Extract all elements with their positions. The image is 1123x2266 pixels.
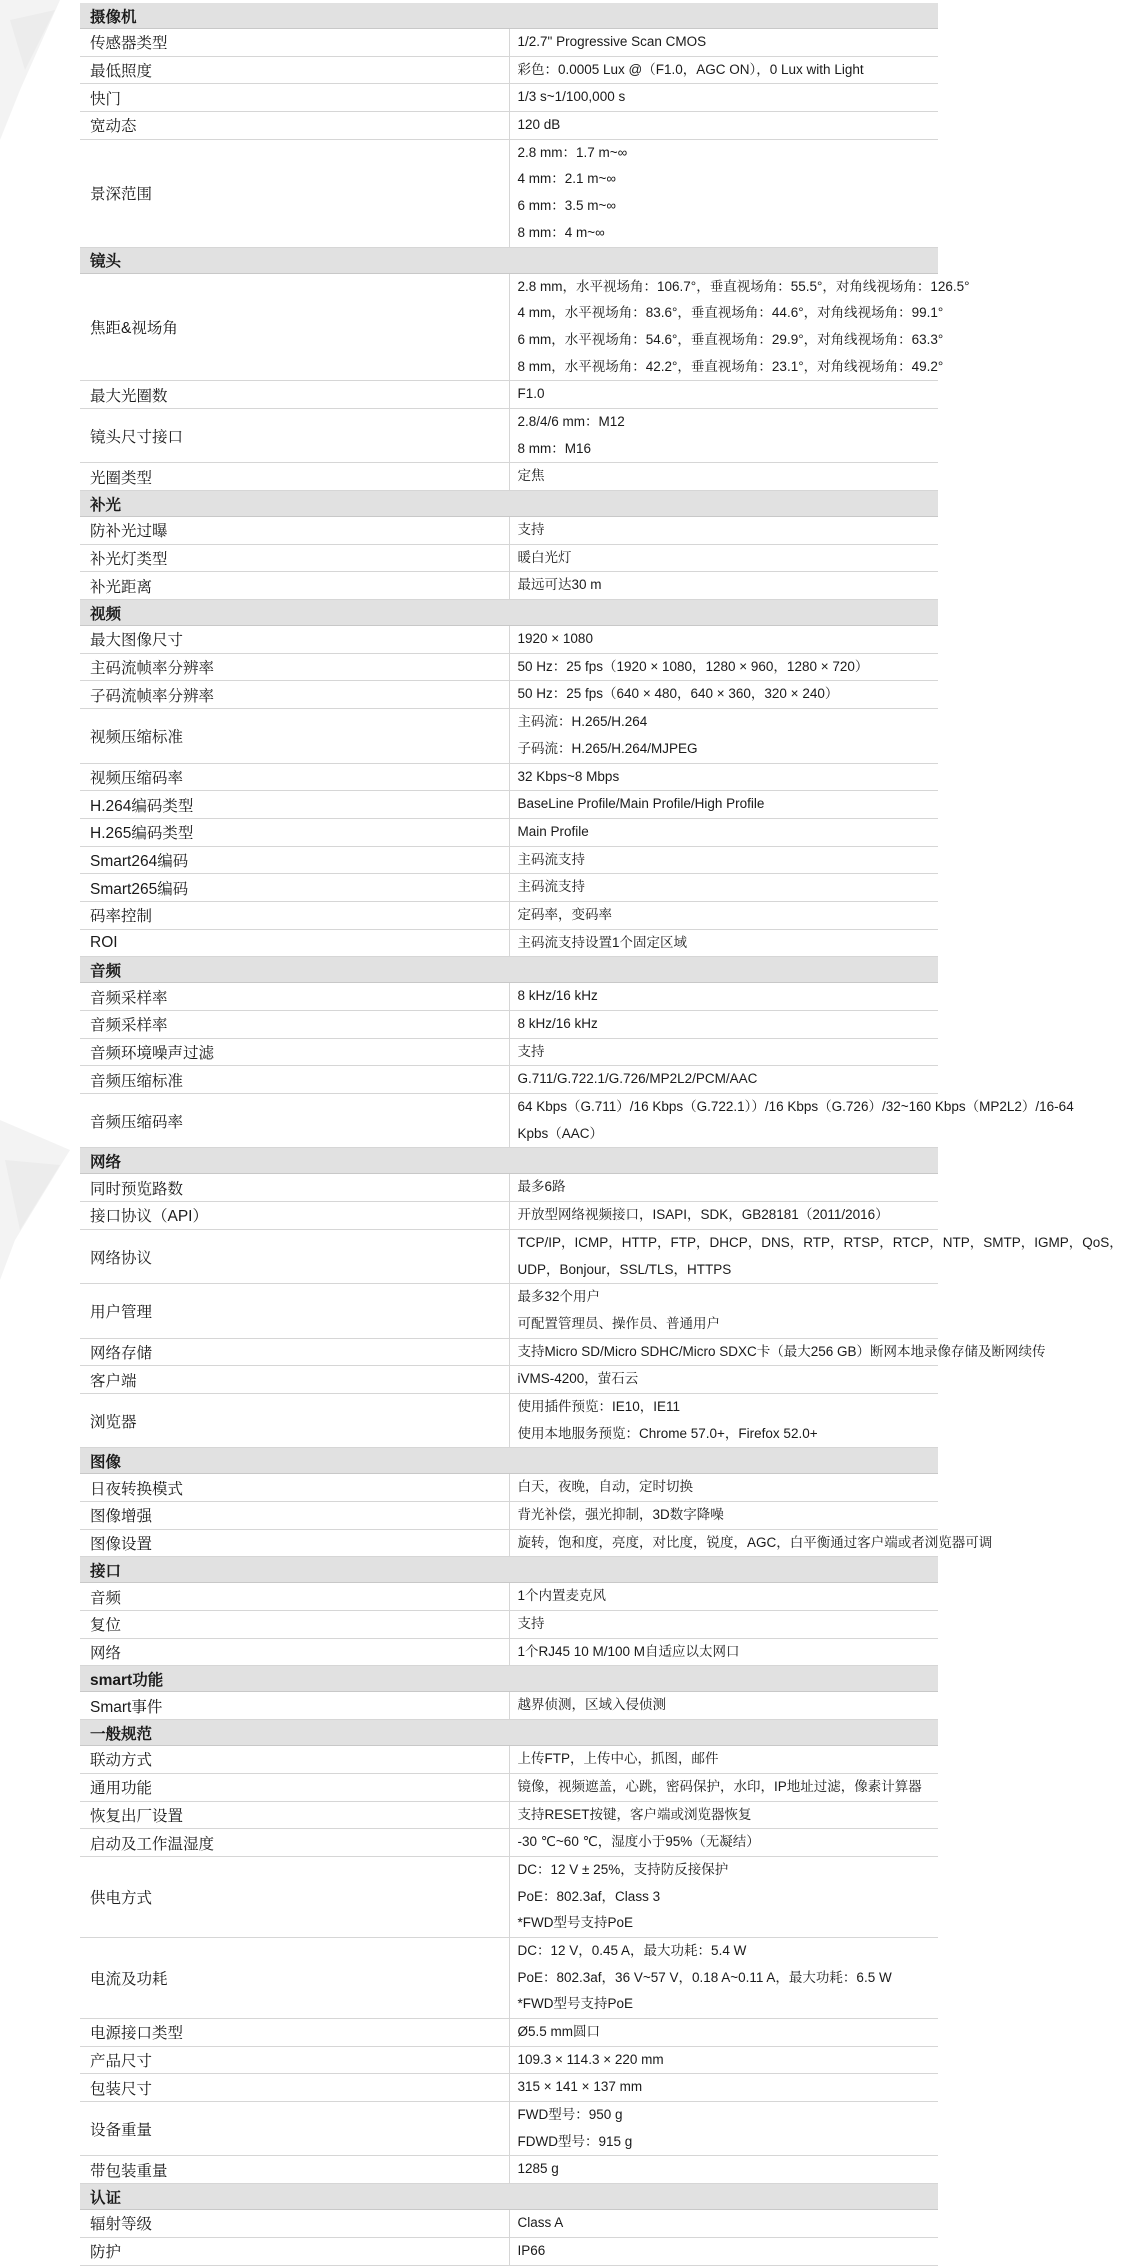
spec-row — [80, 517, 938, 545]
spec-value — [509, 1174, 938, 1202]
spec-value — [509, 112, 938, 140]
spec-label: 子码流帧率分辨率 — [80, 681, 509, 709]
spec-row — [80, 572, 938, 600]
spec-label: ROI — [80, 929, 509, 957]
spec-value-line: 可配置管理员、操作员、普通用户 — [517, 1315, 720, 1331]
spec-label: 补光距离 — [80, 572, 509, 600]
spec-value — [509, 1066, 938, 1094]
spec-label: 包装尺寸 — [80, 2074, 509, 2102]
spec-row — [80, 763, 938, 791]
spec-row — [80, 1502, 938, 1530]
spec-value-line: 上传FTP，上传中心，抓图，邮件 — [517, 1751, 719, 1767]
spec-value-line: 8 kHz/16 kHz — [517, 988, 598, 1004]
spec-value-line: BaseLine Profile/Main Profile/High Profile — [517, 796, 765, 812]
spec-label: Smart264编码 — [80, 846, 509, 874]
spec-label: 同时预览路数 — [80, 1174, 509, 1202]
spec-label: 防补光过曝 — [80, 517, 509, 545]
spec-value — [509, 901, 938, 929]
spec-value-line: 使用本地服务预览：Chrome 57.0+，Firefox 52.0+ — [517, 1425, 818, 1441]
spec-value-line: 支持 — [517, 522, 545, 537]
spec-value-line: IP66 — [517, 2242, 546, 2258]
spec-row — [80, 139, 938, 247]
spec-value — [509, 1583, 938, 1611]
spec-label: 日夜转换模式 — [80, 1474, 509, 1502]
spec-label: 图像设置 — [80, 1529, 509, 1557]
spec-label: 音频 — [80, 1583, 509, 1611]
spec-value — [509, 1829, 938, 1857]
spec-value-line: Kpbs（AAC） — [517, 1125, 604, 1141]
spec-label: 补光灯类型 — [80, 544, 509, 572]
spec-label: 网络协议 — [80, 1229, 509, 1283]
spec-label: 视频压缩码率 — [80, 763, 509, 791]
spec-value-line: 8 mm：4 m~∞ — [517, 224, 605, 240]
spec-label: 码率控制 — [80, 901, 509, 929]
spec-value-line: 2.8/4/6 mm：M12 — [517, 413, 625, 429]
spec-value — [509, 408, 938, 462]
spec-value — [509, 1611, 938, 1639]
section-header-row — [80, 600, 938, 626]
section-title: smart功能 — [80, 1666, 938, 1692]
spec-row — [80, 2156, 938, 2184]
spec-row — [80, 1094, 938, 1148]
spec-value-line: 使用插件预览：IE10，IE11 — [517, 1398, 681, 1414]
spec-label: H.264编码类型 — [80, 791, 509, 819]
spec-label: 音频压缩标准 — [80, 1066, 509, 1094]
spec-row — [80, 381, 938, 409]
spec-label: 景深范围 — [80, 139, 509, 247]
spec-value-line: 背光补偿，强光抑制，3D数字降噪 — [517, 1507, 724, 1522]
spec-label: 浏览器 — [80, 1393, 509, 1447]
spec-value-line: 越界侦测，区域入侵侦测 — [517, 1697, 666, 1713]
spec-value — [509, 874, 938, 902]
spec-value-line: 支持RESET按键，客户端或浏览器恢复 — [517, 1806, 752, 1822]
spec-label: 镜头尺寸接口 — [80, 408, 509, 462]
spec-value-line: 支持Micro SD/Micro SDHC/Micro SDXC卡（最大256 GB）断网本地录像存储及断网续传 — [517, 1343, 1046, 1359]
spec-value — [509, 791, 938, 819]
spec-value-line: Main Profile — [517, 823, 589, 839]
spec-value-line: 315 × 141 × 137 mm — [517, 2079, 643, 2095]
spec-value-line: 6 mm：3.5 m~∞ — [517, 198, 617, 214]
spec-label: 启动及工作温湿度 — [80, 1829, 509, 1857]
spec-value-line: 4 mm：2.1 m~∞ — [517, 171, 617, 187]
spec-value — [509, 681, 938, 709]
spec-label: 接口协议（API） — [80, 1202, 509, 1230]
section-header-row — [80, 3, 938, 29]
section-header-row — [80, 1720, 938, 1746]
spec-row — [80, 1529, 938, 1557]
spec-value — [509, 2019, 938, 2047]
spec-value-line: 50 Hz：25 fps（640 × 480，640 × 360，320 × 240） — [517, 686, 839, 702]
spec-value-line: Ø5.5 mm圆口 — [517, 2024, 601, 2039]
spec-value — [509, 139, 938, 247]
section-header-row — [80, 491, 938, 517]
spec-label: 焦距&视场角 — [80, 273, 509, 381]
section-header-row — [80, 957, 938, 983]
spec-value-line: 暖白光灯 — [517, 549, 572, 565]
spec-row — [80, 1174, 938, 1202]
spec-value — [509, 1801, 938, 1829]
spec-row — [80, 1638, 938, 1666]
spec-label: 音频压缩码率 — [80, 1094, 509, 1148]
spec-value — [509, 983, 938, 1011]
spec-value-line: PoE：802.3af，Class 3 — [517, 1888, 661, 1904]
spec-row — [80, 1829, 938, 1857]
spec-value-line: 定码率，变码率 — [517, 906, 612, 922]
spec-value-line: 最多6路 — [517, 1179, 566, 1195]
section-title: 认证 — [80, 2184, 938, 2210]
spec-label: 网络存储 — [80, 1338, 509, 1366]
spec-value — [509, 2102, 938, 2156]
spec-row — [80, 846, 938, 874]
spec-label: 带包装重量 — [80, 2156, 509, 2184]
spec-row — [80, 1937, 938, 2018]
spec-value-line: *FWD型号支持PoE — [517, 1996, 634, 2012]
spec-value-line: DC：12 V ± 25%，支持防反接保护 — [517, 1861, 729, 1877]
spec-row — [80, 408, 938, 462]
spec-value — [509, 1038, 938, 1066]
spec-value-line: 定焦 — [517, 468, 545, 484]
spec-value-line: FDWD型号：915 g — [517, 2133, 633, 2149]
spec-label: 音频采样率 — [80, 1011, 509, 1039]
spec-label: 客户端 — [80, 1366, 509, 1394]
spec-label: 音频采样率 — [80, 983, 509, 1011]
spec-value — [509, 626, 938, 654]
spec-label: 传感器类型 — [80, 29, 509, 57]
section-title: 摄像机 — [80, 3, 938, 29]
spec-value-line: 主码流支持 — [517, 879, 585, 895]
spec-value — [509, 1338, 1046, 1366]
spec-label: 供电方式 — [80, 1856, 509, 1937]
spec-value — [509, 2210, 938, 2238]
spec-value-line: 1/3 s~1/100,000 s — [517, 89, 626, 105]
spec-value-line: 2.8 mm：1.7 m~∞ — [517, 144, 628, 160]
spec-label: 电源接口类型 — [80, 2019, 509, 2047]
spec-value — [509, 1202, 938, 1230]
spec-row — [80, 791, 938, 819]
spec-row — [80, 56, 938, 84]
spec-label: 辐射等级 — [80, 2210, 509, 2238]
spec-value — [509, 2074, 938, 2102]
spec-row — [80, 1011, 938, 1039]
spec-label: 网络 — [80, 1638, 509, 1666]
spec-label: 产品尺寸 — [80, 2046, 509, 2074]
section-header-row — [80, 2184, 938, 2210]
spec-label: 通用功能 — [80, 1773, 509, 1801]
spec-value — [509, 1366, 938, 1394]
spec-value — [509, 2156, 938, 2184]
spec-value-line: 6 mm，水平视场角：54.6°，垂直视场角：29.9°，对角线视场角：63.3° — [517, 331, 944, 347]
watermark-shape-bottom — [0, 1120, 90, 1280]
spec-label: 复位 — [80, 1611, 509, 1639]
spec-row — [80, 1338, 938, 1366]
spec-value-line: 1285 g — [517, 2161, 559, 2177]
spec-label: 用户管理 — [80, 1284, 509, 1338]
spec-value-line: 支持 — [517, 1043, 545, 1059]
section-title: 图像 — [80, 1448, 938, 1474]
spec-value-line: 最多32个用户 — [517, 1289, 601, 1305]
spec-value-line: -30 ℃~60 ℃，湿度小于95%（无凝结） — [517, 1834, 760, 1850]
spec-value — [509, 1284, 938, 1338]
spec-row — [80, 901, 938, 929]
spec-label: 联动方式 — [80, 1746, 509, 1774]
spec-row — [80, 2019, 938, 2047]
spec-value-line: UDP，Bonjour，SSL/TLS，HTTPS — [517, 1261, 732, 1277]
spec-value-line: 1920 × 1080 — [517, 631, 593, 647]
section-title: 补光 — [80, 491, 938, 517]
spec-value-line: 主码流支持 — [517, 851, 585, 867]
spec-label: 电流及功耗 — [80, 1937, 509, 2018]
spec-value — [509, 1638, 938, 1666]
spec-row — [80, 983, 938, 1011]
spec-value-line: 彩色：0.0005 Lux @（F1.0，AGC ON），0 Lux with Light — [517, 61, 864, 77]
spec-row — [80, 1066, 938, 1094]
section-title: 视频 — [80, 600, 938, 626]
spec-row — [80, 84, 938, 112]
spec-value-line: *FWD型号支持PoE — [517, 1915, 634, 1931]
spec-row — [80, 709, 938, 763]
spec-value-line: 2.8 mm，水平视场角：106.7°，垂直视场角：55.5°，对角线视场角：126.5° — [517, 278, 970, 294]
spec-label: 宽动态 — [80, 112, 509, 140]
spec-value — [509, 846, 938, 874]
spec-value — [509, 1094, 1074, 1148]
section-header-row — [80, 1557, 938, 1583]
spec-value — [509, 1773, 938, 1801]
spec-row — [80, 463, 938, 491]
watermark-shape-top — [0, 0, 90, 140]
spec-value-line: DC：12 V，0.45 A，最大功耗：5.4 W — [517, 1942, 747, 1958]
spec-label: 视频压缩标准 — [80, 709, 509, 763]
spec-row — [80, 1038, 938, 1066]
spec-value — [509, 1746, 938, 1774]
spec-label: 快门 — [80, 84, 509, 112]
spec-value — [509, 56, 938, 84]
spec-value-line: PoE：802.3af，36 V~57 V，0.18 A~0.11 A，最大功耗：6.5 W — [517, 1969, 892, 1985]
spec-value — [509, 572, 938, 600]
spec-value-line: Class A — [517, 2215, 564, 2231]
spec-value-line: 镜像，视频遮盖，心跳，密码保护，水印，IP地址过滤，像素计算器 — [517, 1778, 922, 1794]
spec-label: Smart事件 — [80, 1692, 509, 1720]
spec-label: 设备重量 — [80, 2102, 509, 2156]
section-header-row — [80, 1148, 938, 1174]
spec-row — [80, 2210, 938, 2238]
spec-value-line: 1个RJ45 10 M/100 M自适应以太网口 — [517, 1643, 740, 1659]
spec-value-line: 64 Kbps（G.711）/16 Kbps（G.722.1））/16 Kbps（G.726）/32~160 Kbps（MP2L2）/16-64 — [517, 1099, 1074, 1115]
spec-row — [80, 874, 938, 902]
spec-value — [509, 1229, 1123, 1283]
spec-value — [509, 84, 938, 112]
spec-row — [80, 653, 938, 681]
section-title: 一般规范 — [80, 1720, 938, 1746]
spec-value — [509, 1937, 938, 2018]
spec-value — [509, 2046, 938, 2074]
spec-row — [80, 1692, 938, 1720]
spec-row — [80, 681, 938, 709]
spec-value — [509, 653, 938, 681]
spec-value-line: G.711/G.722.1/G.726/MP2L2/PCM/AAC — [517, 1071, 758, 1087]
spec-value — [509, 2237, 938, 2265]
spec-value-line: 32 Kbps~8 Mbps — [517, 768, 620, 784]
spec-row — [80, 2046, 938, 2074]
section-title: 网络 — [80, 1148, 938, 1174]
spec-row — [80, 2074, 938, 2102]
spec-value — [509, 818, 938, 846]
spec-value — [509, 1502, 938, 1530]
spec-row — [80, 112, 938, 140]
spec-label: 主码流帧率分辨率 — [80, 653, 509, 681]
spec-value-line: 120 dB — [517, 117, 561, 133]
spec-value — [509, 1474, 938, 1502]
spec-row — [80, 1801, 938, 1829]
spec-value — [509, 463, 938, 491]
spec-value — [509, 29, 938, 57]
section-header-row — [80, 247, 938, 273]
spec-value — [509, 381, 938, 409]
spec-label: H.265编码类型 — [80, 818, 509, 846]
spec-value-line: FWD型号：950 g — [517, 2107, 623, 2123]
spec-row — [80, 1393, 938, 1447]
section-title: 音频 — [80, 957, 938, 983]
spec-row — [80, 29, 938, 57]
spec-row — [80, 2237, 938, 2265]
spec-value-line: 旋转，饱和度，亮度，对比度，锐度，AGC，白平衡通过客户端或者浏览器可调 — [517, 1534, 993, 1550]
spec-value — [509, 709, 938, 763]
spec-value-line: F1.0 — [517, 386, 545, 402]
spec-value-line: iVMS-4200，萤石云 — [517, 1371, 639, 1387]
spec-row — [80, 1856, 938, 1937]
spec-value-line: 109.3 × 114.3 × 220 mm — [517, 2051, 664, 2067]
spec-row — [80, 1746, 938, 1774]
spec-value-line: 50 Hz：25 fps（1920 × 1080，1280 × 960，1280 × 720） — [517, 658, 869, 674]
spec-value-line: 8 kHz/16 kHz — [517, 1016, 598, 1031]
spec-value-line: 主码流：H.265/H.264 — [517, 714, 648, 730]
section-header-row — [80, 1666, 938, 1692]
spec-row — [80, 929, 938, 957]
spec-value — [509, 517, 938, 545]
spec-row — [80, 1773, 938, 1801]
spec-row — [80, 818, 938, 846]
spec-value — [509, 1692, 938, 1720]
spec-value — [509, 929, 938, 957]
spec-label: 防护 — [80, 2237, 509, 2265]
spec-row — [80, 1284, 938, 1338]
spec-table — [80, 2, 1123, 2266]
spec-label: 图像增强 — [80, 1502, 509, 1530]
spec-value-line: 支持 — [517, 1616, 545, 1632]
section-header-row — [80, 1448, 938, 1474]
spec-value-line: 最远可达30 m — [517, 577, 602, 593]
spec-value-line: 1个内置麦克风 — [517, 1588, 607, 1604]
section-title: 接口 — [80, 1557, 938, 1583]
spec-row — [80, 626, 938, 654]
spec-value — [509, 1529, 993, 1557]
spec-value — [509, 544, 938, 572]
spec-value-line: 8 mm，水平视场角：42.2°，垂直视场角：23.1°，对角线视场角：49.2° — [517, 358, 944, 374]
spec-value-line: TCP/IP，ICMP，HTTP，FTP，DHCP，DNS，RTP，RTSP，RTCP，NTP，SMTP，IGMP，QoS， — [517, 1234, 1123, 1250]
spec-value-line: 开放型网络视频接口，ISAPI，SDK，GB28181（2011/2016） — [517, 1207, 889, 1223]
spec-label: 恢复出厂设置 — [80, 1801, 509, 1829]
section-title: 镜头 — [80, 247, 938, 273]
spec-row — [80, 2102, 938, 2156]
spec-row — [80, 1611, 938, 1639]
spec-label: 最大光圈数 — [80, 381, 509, 409]
spec-row — [80, 1229, 938, 1283]
spec-label: Smart265编码 — [80, 874, 509, 902]
spec-label: 最低照度 — [80, 56, 509, 84]
spec-value — [509, 273, 970, 381]
spec-row — [80, 273, 938, 381]
spec-value — [509, 1393, 938, 1447]
spec-value-line: 4 mm，水平视场角：83.6°，垂直视场角：44.6°，对角线视场角：99.1° — [517, 305, 944, 321]
spec-row — [80, 544, 938, 572]
spec-value — [509, 1856, 938, 1937]
spec-value-line: 1/2.7" Progressive Scan CMOS — [517, 34, 707, 49]
spec-value-line: 子码流：H.265/H.264/MJPEG — [517, 740, 698, 756]
spec-row — [80, 1583, 938, 1611]
spec-value-line: 8 mm：M16 — [517, 440, 592, 456]
spec-label: 最大图像尺寸 — [80, 626, 509, 654]
spec-row — [80, 1366, 938, 1394]
spec-value — [509, 1011, 938, 1039]
spec-value — [509, 763, 938, 791]
spec-label: 音频环境噪声过滤 — [80, 1038, 509, 1066]
spec-row — [80, 1202, 938, 1230]
spec-label: 光圈类型 — [80, 463, 509, 491]
spec-value-line: 白天，夜晚，自动，定时切换 — [517, 1479, 693, 1495]
spec-row — [80, 1474, 938, 1502]
spec-value-line: 主码流支持设置1个固定区域 — [517, 934, 688, 950]
